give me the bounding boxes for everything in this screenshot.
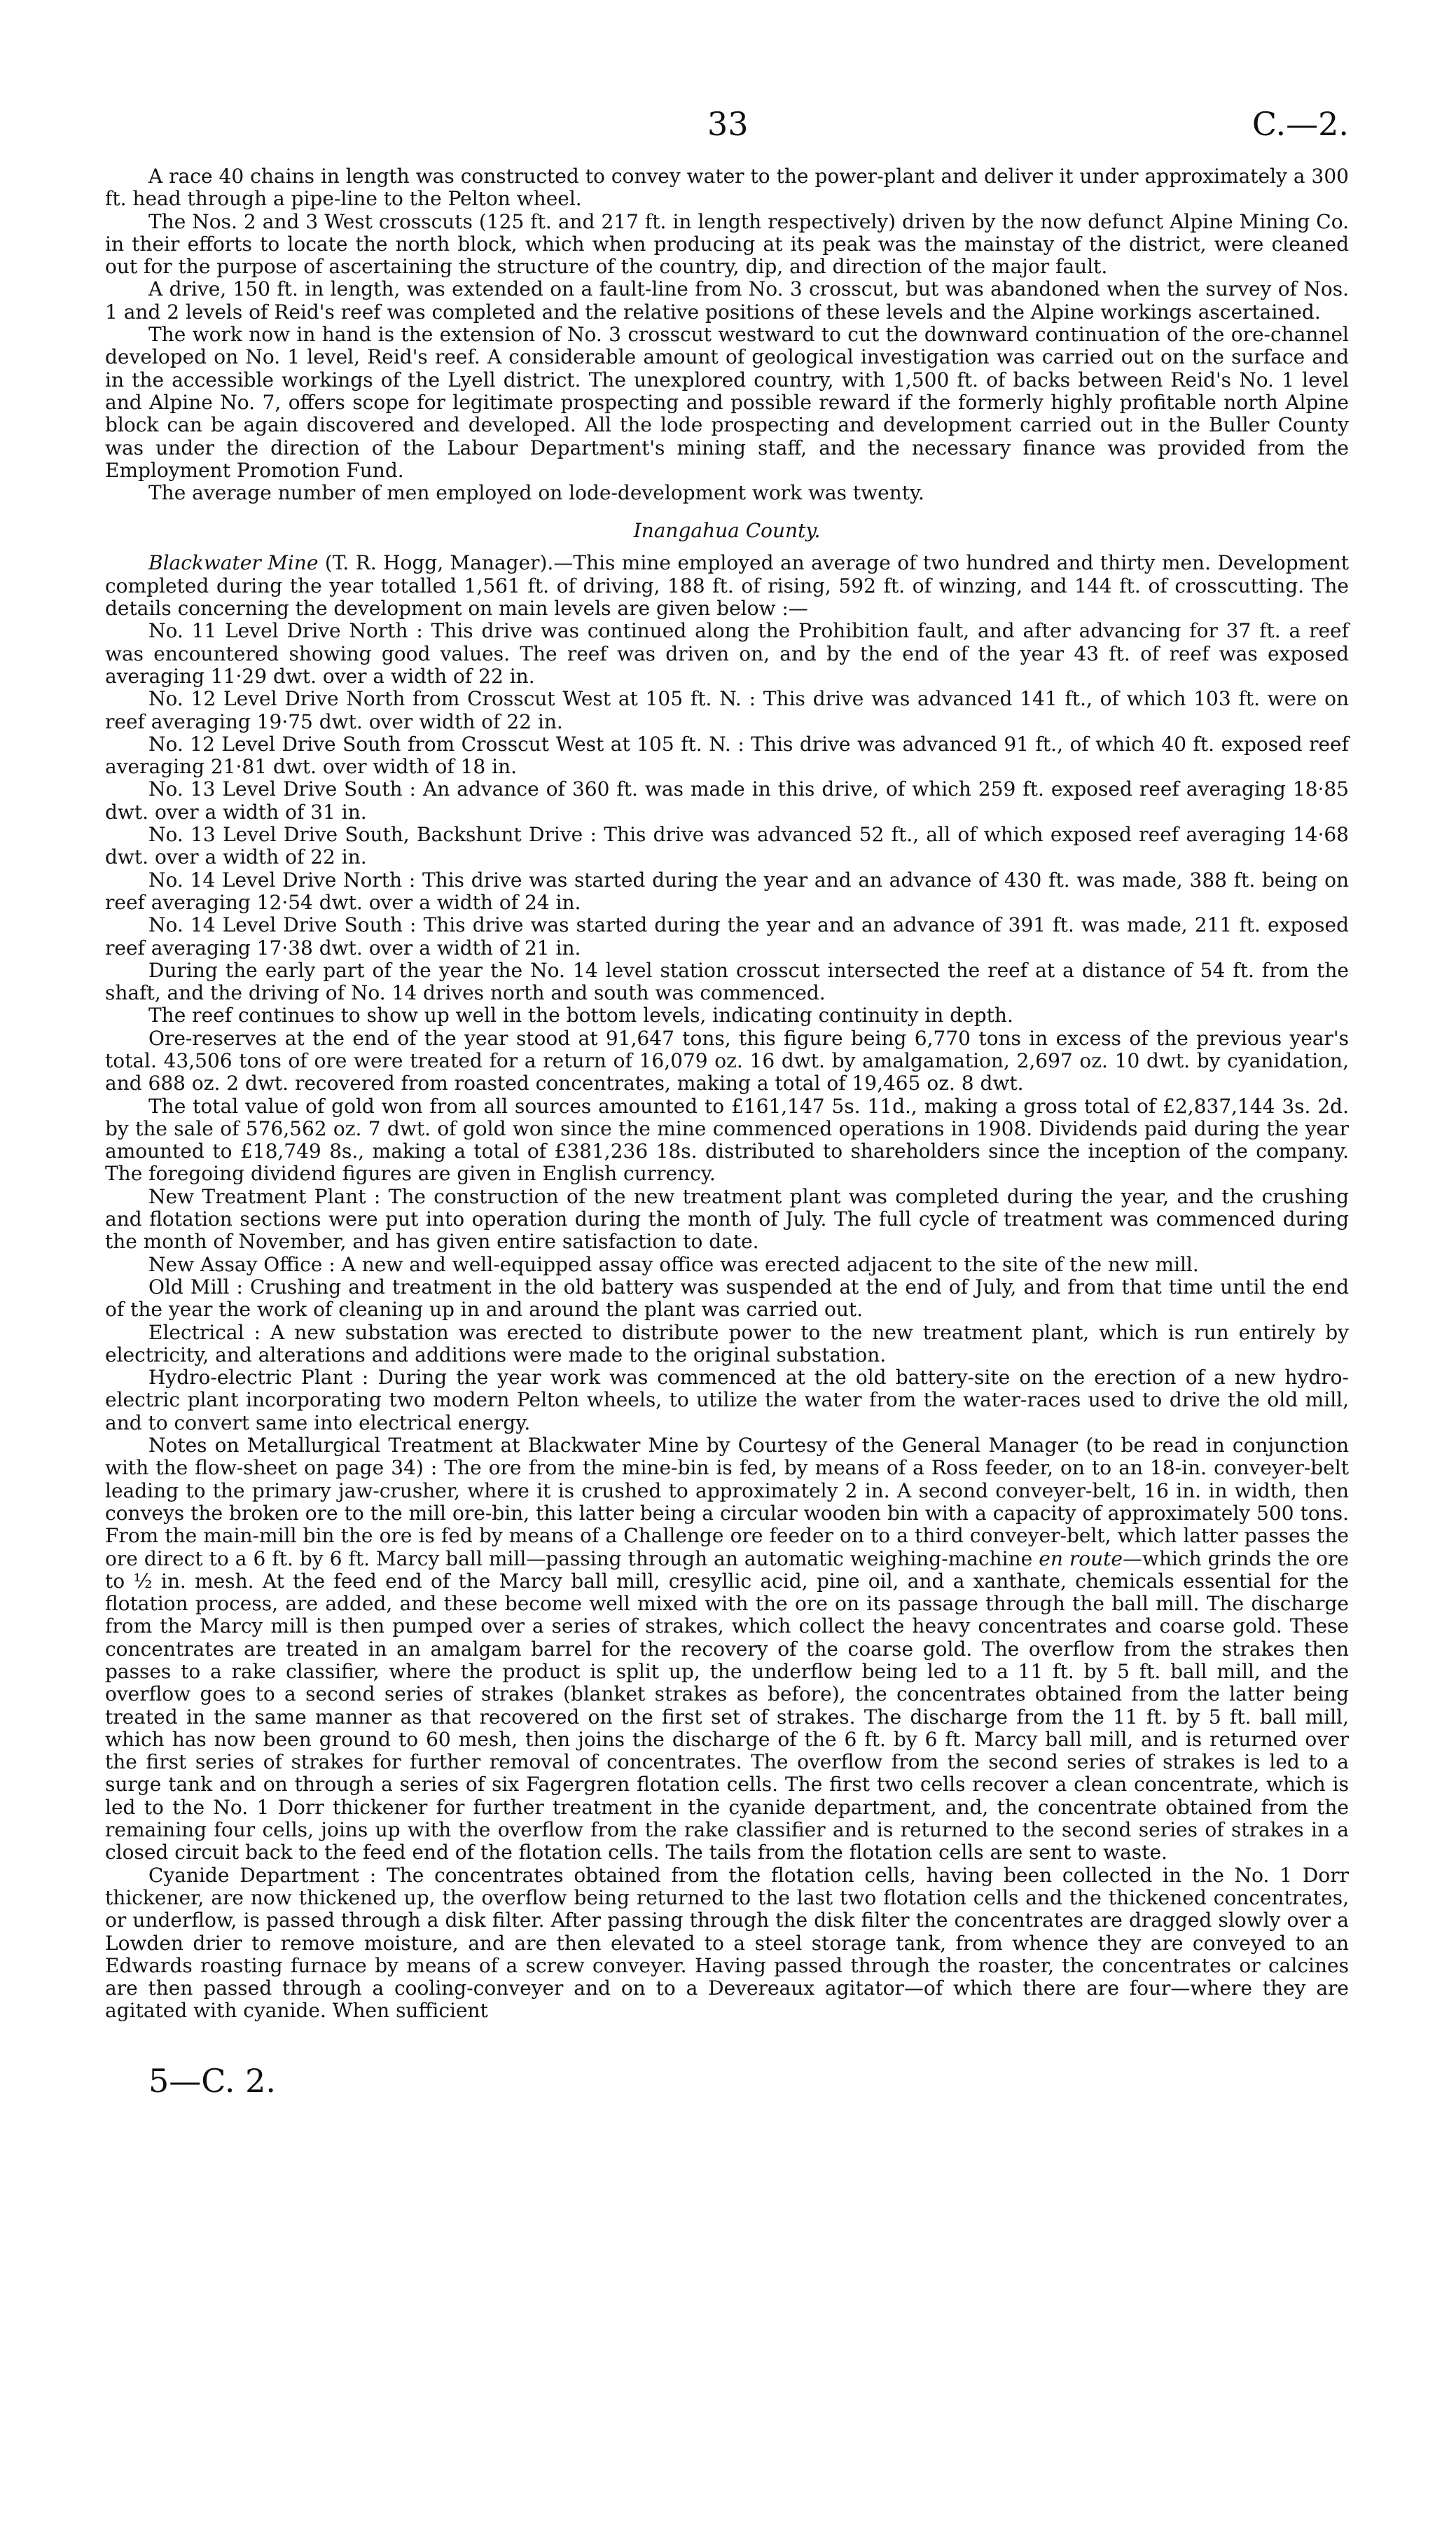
paragraph-no12-south: No. 12 Level Drive South from Crosscut West at 105 ft. N. : This drive was advanced 91 ft., of which 40 ft. exposed reef averaging 21·81 dwt. over width of 18 in. [105, 732, 1349, 779]
paragraph-station-crosscut: During the early part of the year the No. 14 level station crosscut intersected the reef at a distance of 54 ft. from the shaft, and the driving of No. 14 drives north and south was commenced. [105, 958, 1349, 1005]
page-header [105, 105, 1349, 154]
paragraph-reef-continues: The reef continues to show up well in the bottom levels, indicating continuity in depth. [148, 1004, 1013, 1027]
notes-text-part1: Notes on Metallurgical Treatment at Blackwater Mine by Courtesy of the General Manager (to be read in conjunction with the flow-sheet on page 34) : The ore from the mine-bin is fed, by means of a Ross feeder, on to an 18-in. conveyer-belt leading to the primary jaw-crusher, where it is crushed to approximately 2 in. A second conveyer-belt, 16 in. in width, then conveys the broken ore to the mill ore-bin, this latter being a circular wooden bin with a capacity of approximately 500 tons. From the main-mill bin the ore is fed by means of a Challenge ore feeder on to a third conveyer-belt, which latter passes the ore direct to a 6 ft. by 6 ft. Marcy ball mill—passing through an automatic weighing-machine [105, 1434, 1349, 1570]
paragraph-new-treatment-plant: New Treatment Plant : The construction of the new treatment plant was completed during the year, and the crushing and flotation sections were put into operation during the month of July. The full cycle of treatment was commenced during the month of November, and has given entire satisfaction to date. [105, 1184, 1349, 1254]
body-text [105, 165, 1349, 2023]
paragraph-new-assay-office: New Assay Office : A new and well-equipped assay office was erected adjacent to the site of the new mill. [148, 1252, 1199, 1276]
mine-name: Blackwater Mine [148, 551, 319, 575]
page-number: 33 [707, 105, 749, 143]
paragraph-cyanide-department: Cyanide Department : The concentrates obtained from the flotation cells, having been collected in the No. 1 Dorr thickener, are now thickened up, the overflow being returned to the last two flotation cells and the thickened concentrates, or underflow, is passed through a disk filter. After passing through the disk filter the concentrates are dragged slowly over a Lowden drier to remove moisture, and are then elevated to a steel storage tank, from whence they are conveyed to an Edwards roasting furnace by means of a screw conveyer. Having passed through the roaster, the concentrates or calcines are then passed through a cooling-conveyer and on to a Devereaux agitator—of which there are four—where they are agitated with cyanide. When sufficient [105, 1863, 1349, 2023]
paragraph-ore-reserves: Ore-reserves at the end of the year stood at 91,647 tons, this figure being 6,770 tons in excess of the previous year's total. 43,506 tons of ore were treated for a return of 16,079 oz. 16 dwt. by amalgamation, 2,697 oz. 10 dwt. by cyanidation, and 688 oz. 2 dwt. recovered from roasted concentrates, making a total of 19,465 oz. 8 dwt. [105, 1026, 1349, 1095]
notes-text-part2: —which grinds the ore to ½ in. mesh. At the feed end of the Marcy ball mill, cresyllic acid, pine oil, and a xanthate, chemicals essential for the flotation process, are added, and these become well mixed with the ore on its passage through the ball mill. The discharge from the Marcy mill is then pumped over a series of strakes, which collect the heavy concentrates and coarse gold. These concentrates are treated in an amalgam barrel for the recovery of the coarse gold. The overflow from the strakes then passes to a rake classifier, where the product is split up, the underflow being led to a 11 ft. by 5 ft. ball mill, and the overflow goes to a second series of strakes (blanket strakes as before), the concentrates obtained from the latter being treated in the same manner as that recovered on the first set of strakes. The discharge from the 11 ft. by 5 ft. ball mill, which has now been ground to 60 mesh, then joins the discharge of the 6 ft. by 6 ft. Marcy ball mill, and is returned over the first series of strakes for further removal of concentrates. The overflow from the second series of strakes is led to a surge tank and on through a series of six Fagergren flotation cells. The first two cells recover a clean concentrate, which is led to the No. 1 Dorr thickener for further treatment in the cyanide department, and, the concentrate obtained from the remaining four cells, joins up with the overflow from the rake classifier and is returned to the second series of strakes in a closed circuit back to the feed end of the flotation cells. The tails from the flotation cells are sent to waste. [105, 1546, 1349, 1864]
page [105, 105, 1349, 2100]
paragraph-west-crosscuts: The Nos. 2 and 3 West crosscuts (125 ft. and 217 ft. in length respectively) driven by the now defunct Alpine Mining Co. in their efforts to locate the north block, which when producing at its peak was the mainstay of the district, were cleaned out for the purpose of ascertaining the structure of the country, dip, and direction of the major fault. [105, 209, 1349, 279]
notes-italic-en-route: en route [1039, 1546, 1123, 1570]
paragraph-men-employed: The average number of men employed on lode-development work was twenty. [148, 481, 924, 505]
paragraph-no14-north: No. 14 Level Drive North : This drive was started during the year and an advance of 430 ft. was made, 388 ft. being on reef averaging 12·54 dwt. over a width of 24 in. [105, 868, 1349, 914]
paragraph-blackwater-intro [105, 552, 1349, 620]
paragraph-metallurgical-notes [105, 1434, 1349, 1864]
mine-intro-text: (T. R. Hogg, Manager).—This mine employed an average of two hundred and thirty men. Development completed during the year totalled 1,561 ft. of driving, 188 ft. of rising, 592 ft. of winzing, and 144 ft. of crosscutting. The details concerning the development on main levels are given below :— [105, 551, 1349, 621]
paragraph-no13-south: No. 13 Level Drive South : An advance of 360 ft. was made in this drive, of which 259 ft. exposed reef averaging 18·85 dwt. over a width of 31 in. [105, 777, 1349, 824]
paragraph-gold-value: The total value of gold won from all sources amounted to £161,147 5s. 11d., making a gross total of £2,837,144 3s. 2d. by the sale of 576,562 oz. 7 dwt. of gold won since the mine commenced operations in 1908. Dividends paid during the year amounted to £18,749 8s., making a total of £381,236 18s. distributed to shareholders since the inception of the company. The foregoing dividend figures are given in English currency. [105, 1094, 1349, 1186]
document-reference: C.—2. [1252, 105, 1349, 143]
page-footer-signature: 5—C. 2. [148, 2061, 276, 2100]
paragraph-hydro-electric: Hydro-electric Plant : During the year work was commenced at the old battery-site on the erection of a new hydro-electric plant incorporating two modern Pelton wheels, to utilize the water from the water-races used to drive the old mill, and to convert same into electrical energy. [105, 1366, 1349, 1434]
paragraph-fault-drive: A drive, 150 ft. in length, was extended on a fault-line from No. 3 crosscut, but was abandoned when the survey of Nos. 1 and 2 levels of Reid's reef was completed and the relative positions of these levels and the Alpine workings ascertained. [105, 277, 1349, 324]
paragraph-old-mill: Old Mill : Crushing and treatment in the old battery was suspended at the end of July, and from that time until the end of the year the work of cleaning up in and around the plant was carried out. [105, 1275, 1349, 1322]
section-heading: Inangahua County. [633, 519, 821, 543]
paragraph-no11-north: No. 11 Level Drive North : This drive was continued along the Prohibition fault, and after advancing for 37 ft. a reef was encountered showing good values. The reef was driven on, and by the end of the year 43 ft. of reef was exposed averaging 11·29 dwt. over a width of 22 in. [105, 619, 1349, 688]
paragraph-work-in-hand: The work now in hand is the extension of No. 3 crosscut westward to cut the downward continuation of the ore-channel developed on No. 1 level, Reid's reef. A considerable amount of geological investigation was carried out on the surface and in the accessible workings of the Lyell district. The unexplored country, with 1,500 ft. of backs between Reid's No. 1 level and Alpine No. 7, offers scope for legitimate prospecting and possible reward if the formerly highly profitable north Alpine block can be again discovered and developed. All the lode prospecting and development carried out in the Buller County was under the direction of the Labour Department's mining staff, and the necessary finance was provided from the Employment Promotion Fund. [105, 323, 1349, 482]
paragraph-electrical: Electrical : A new substation was erected to distribute power to the new treatment plant, which is run entirely by electricity, and alterations and additions were made to the original substation. [105, 1320, 1349, 1366]
paragraph-no13-backshunt: No. 13 Level Drive South, Backshunt Drive : This drive was advanced 52 ft., all of which exposed reef averaging 14·68 dwt. over a width of 22 in. [105, 823, 1349, 869]
paragraph-no14-south: No. 14 Level Drive South : This drive was started during the year and an advance of 391 ft. was made, 211 ft. exposed reef averaging 17·38 dwt. over a width of 21 in. [105, 913, 1349, 960]
paragraph-power-race: A race 40 chains in length was constructed to convey water to the power-plant and deliver it under approximately a 300 ft. head through a pipe-line to the Pelton wheel. [105, 165, 1349, 211]
paragraph-no12-north: No. 12 Level Drive North from Crosscut West at 105 ft. N. : This drive was advanced 141 ft., of which 103 ft. were on reef averaging 19·75 dwt. over width of 22 in. [105, 687, 1349, 733]
